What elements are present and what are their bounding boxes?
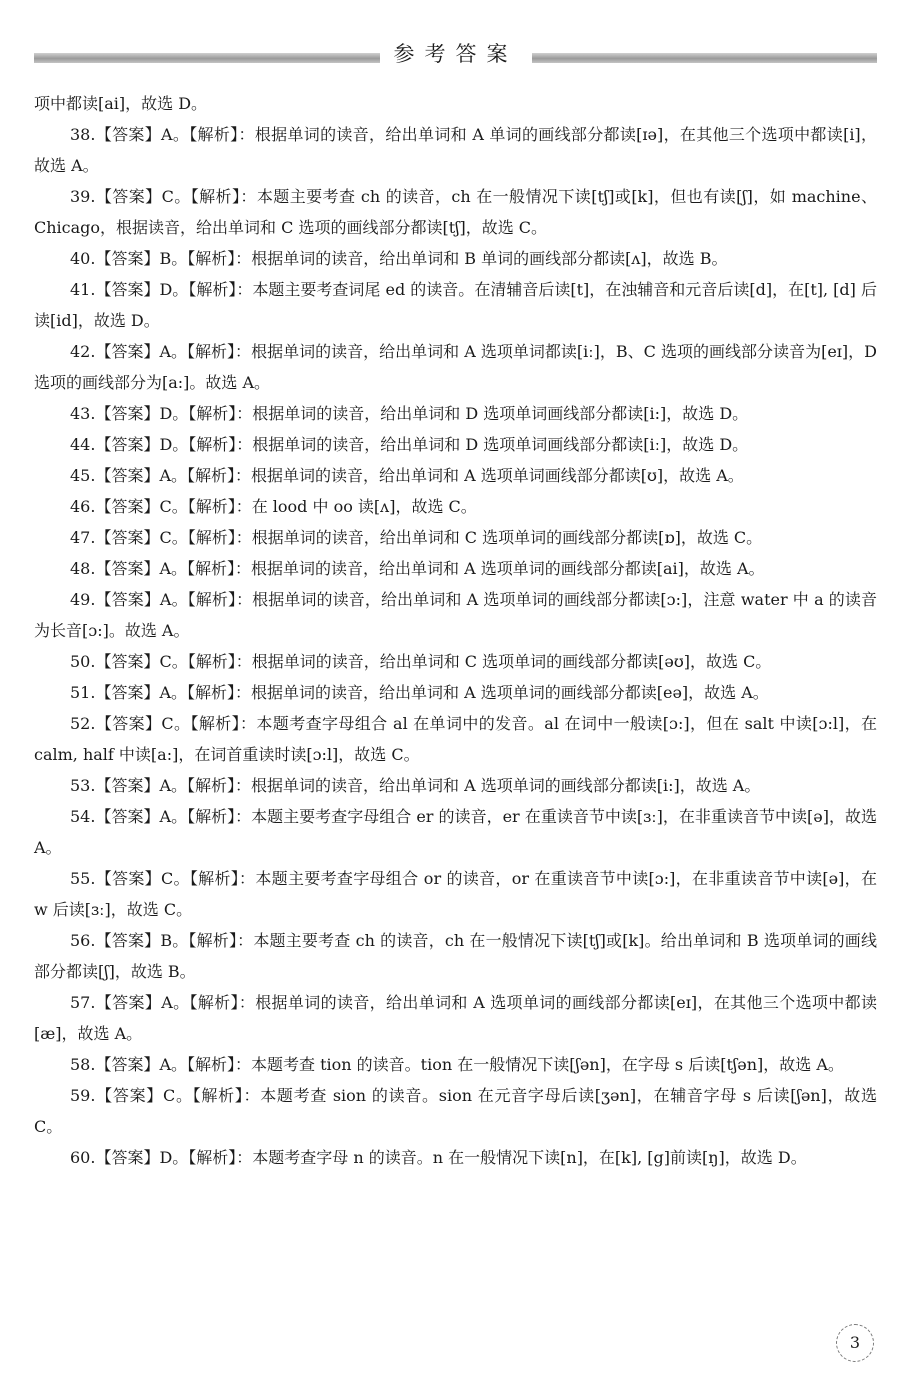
answer-43: 43.【答案】D。【解析】：根据单词的读音，给出单词和 D 选项单词画线部分都读[i:]，故选 D。 — [70, 404, 749, 423]
answer-45: 45.【答案】A。【解析】：根据单词的读音，给出单词和 A 选项单词画线部分都读[ʊ]，故选 A。 — [70, 466, 744, 485]
answer-44: 44.【答案】D。【解析】：根据单词的读音，给出单词和 D 选项单词画线部分都读[iː]，故选 D。 — [70, 435, 749, 454]
answer-50: 50.【答案】C。【解析】：根据单词的读音，给出单词和 C 选项单词的画线部分都读[əʊ]，故选 C。 — [70, 652, 772, 671]
answer-59: 59.【答案】C。【解析】：本题考查 sion 的读音。sion 在元音字母后读[ʒən]，在辅音字母 s 后读[ʃən]，故选 C。 — [34, 1086, 877, 1136]
answer-57: 57.【答案】A。【解析】：根据单词的读音，给出单词和 A 选项单词的画线部分都读[eɪ]，在其他三个选项中都读[æ]，故选 A。 — [34, 993, 877, 1043]
answer-54: 54.【答案】A。【解析】：本题主要考查字母组合 er 的读音，er 在重读音节中读[ɜː]，在非重读音节中读[ə]，故选 A。 — [34, 807, 877, 857]
answer-56: 56.【答案】B。【解析】：本题主要考查 ch 的读音，ch 在一般情况下读[tʃ]或[k]。给出单词和 B 选项单词的画线部分都读[ʃ]，故选 B。 — [34, 931, 877, 981]
answer-51: 51.【答案】A。【解析】：根据单词的读音，给出单词和 A 选项单词的画线部分都读[eə]，故选 A。 — [70, 683, 769, 702]
answer-48: 48.【答案】A。【解析】：根据单词的读音，给出单词和 A 选项单词的画线部分都读[ai]，故选 A。 — [70, 559, 765, 578]
answer-53: 53.【答案】A。【解析】：根据单词的读音，给出单词和 A 选项单词的画线部分都读[i:]，故选 A。 — [70, 776, 761, 795]
answer-41: 41.【答案】D。【解析】：本题主要考查词尾 ed 的读音。在清辅音后读[t]，在浊辅音和元音后读[d]，在[t], [d] 后读[id]，故选 D。 — [34, 280, 877, 330]
page-title: 参考答案 — [380, 40, 532, 68]
answer-49: 49.【答案】A。【解析】：根据单词的读音，给出单词和 A 选项单词的画线部分都读[ɔ:]，注意 water 中 a 的读音为长音[ɔ:]。故选 A。 — [34, 590, 877, 640]
answer-58: 58.【答案】A。【解析】：本题考查 tion 的读音。tion 在一般情况下读[ʃən]，在字母 s 后读[tʃən]，故选 A。 — [70, 1055, 844, 1074]
answer-content — [34, 88, 877, 1173]
answer-42: 42.【答案】A。【解析】：根据单词的读音，给出单词和 A 选项单词都读[iː]，B、C 选项的画线部分读音为[eɪ]，D 选项的画线部分为[a:]。故选 A。 — [34, 342, 877, 392]
page-header — [34, 40, 877, 68]
answer-60: 60.【答案】D。【解析】：本题考查字母 n 的读音。n 在一般情况下读[n]，在[k], [g]前读[ŋ]，故选 D。 — [70, 1148, 807, 1167]
continuation-text: 项中都读[ai]，故选 D。 — [34, 94, 208, 113]
page-number: 3 — [836, 1324, 874, 1362]
answer-55: 55.【答案】C。【解析】：本题主要考查字母组合 or 的读音，or 在重读音节中读[ɔ:]，在非重读音节中读[ə]，在 w 后读[ɜː]，故选 C。 — [34, 869, 877, 919]
answer-46: 46.【答案】C。【解析】：在 lood 中 oo 读[ʌ]，故选 C。 — [70, 497, 477, 516]
answer-47: 47.【答案】C。【解析】：根据单词的读音，给出单词和 C 选项单词的画线部分都读[ɒ]，故选 C。 — [70, 528, 763, 547]
answer-38: 38.【答案】A。【解析】：根据单词的读音，给出单词和 A 单词的画线部分都读[ɪə]，在其他三个选项中都读[i]，故选 A。 — [34, 125, 877, 175]
answer-40: 40.【答案】B。【解析】：根据单词的读音，给出单词和 B 单词的画线部分都读[ʌ]，故选 B。 — [70, 249, 728, 268]
answer-39: 39.【答案】C。【解析】：本题主要考查 ch 的读音，ch 在一般情况下读[tʃ]或[k]，但也有读[ʃ]，如 machine、Chicago，根据读音，给出单词和 C 选项的画线部分都读[tʃ]，故选 C。 — [34, 187, 877, 237]
answer-52: 52.【答案】C。【解析】：本题考查字母组合 al 在单词中的发音。al 在词中一般读[ɔ:]，但在 salt 中读[ɔ:l]，在 calm, half 中读[a:]，在词首重读时读[ɔ:l]，故选 C。 — [34, 714, 877, 764]
